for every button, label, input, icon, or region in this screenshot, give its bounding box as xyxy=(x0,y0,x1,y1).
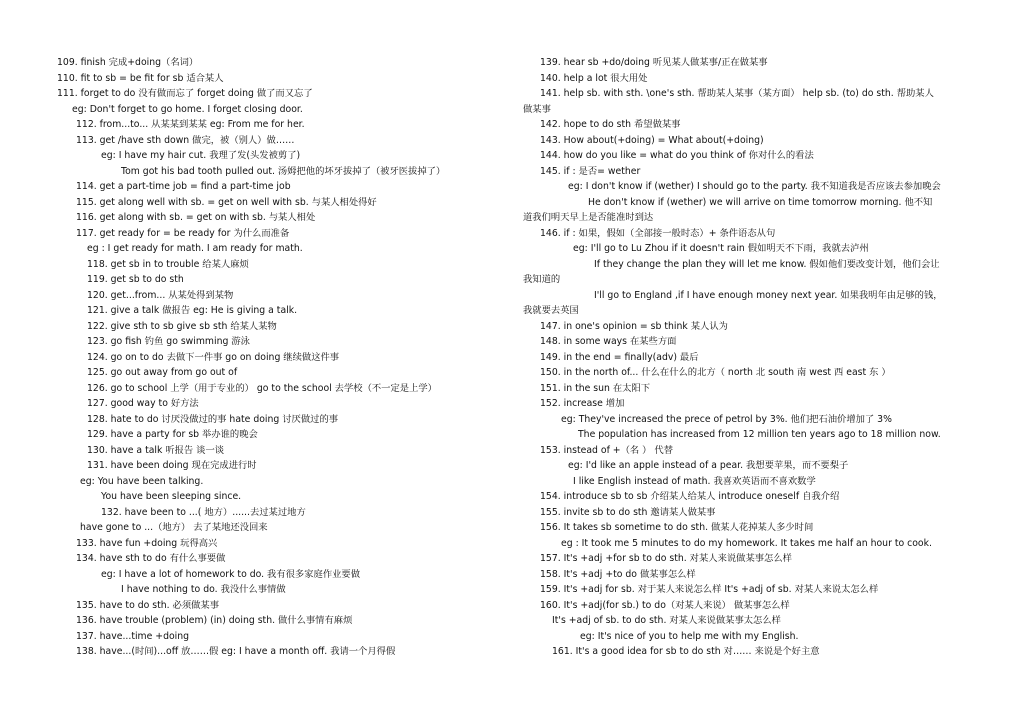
left-line: 134. have sth to do 有什么事要做 xyxy=(76,553,226,564)
right-line: 159. It's +adj for sb. 对于某人来说怎么样 It's +adj of sb. 对某人来说太怎么样 xyxy=(540,584,879,595)
right-line: eg: I don't know if (wether) I should go to the party. 我不知道我是否应该去参加晚会 xyxy=(568,181,941,192)
left-line: 114. get a part-time job = find a part-time job xyxy=(76,181,291,192)
right-line: It's +adj of sb. to do sth. 对某人来说做某事太怎么样 xyxy=(552,615,781,626)
left-line: 125. go out away from go out of xyxy=(87,367,238,378)
left-line: 109. finish 完成+doing（名词） xyxy=(57,57,199,68)
left-line: 130. have a talk 听报告 谈一谈 xyxy=(87,444,225,456)
left-line: 110. fit to sb = be fit for sb 适合某人 xyxy=(57,72,224,84)
right-line: 157. It's +adj +for sb to do sth. 对某人来说做某事怎么样 xyxy=(540,553,792,564)
left-line: eg: Don't forget to go home. I forget closing door. xyxy=(72,103,303,115)
left-line: 123. go fish 钓鱼 go swimming 游泳 xyxy=(87,336,250,347)
right-line: 140. help a lot 很大用处 xyxy=(540,72,648,84)
right-line: 154. introduce sb to sb 介绍某人给某人 introduce oneself 自我介绍 xyxy=(540,491,840,502)
right-line: 153. instead of +（名 ） 代替 xyxy=(540,444,673,456)
left-line: 135. have to do sth. 必须做某事 xyxy=(76,599,220,611)
right-line: 145. if : 是否= wether xyxy=(540,165,641,177)
right-line: The population has increased from 12 million ten years ago to 18 million now. xyxy=(578,429,941,440)
right-line: 141. help sb. with sth. \one's sth. 帮助某人某事（某方面） help sb. (to) do sth. 帮助某人 xyxy=(540,88,934,99)
left-line: 111. forget to do 没有做而忘了 forget doing 做了而又忘了 xyxy=(57,88,313,99)
right-line: I'll go to England ,if I have enough money next year. 如果我明年由足够的钱， xyxy=(594,289,943,301)
left-line: 137. have...time +doing xyxy=(76,630,190,642)
right-line: 150. in the north of... 什么在什么的北方（ north 北 south 南 west 西 east 东 ） xyxy=(540,367,891,378)
right-line: 道我们明天早上是否能准时到达 xyxy=(523,212,654,223)
left-line: Tom got his bad tooth pulled out. 汤姆把他的坏牙拔掉了（被牙医拔掉了） xyxy=(121,165,446,177)
left-line: 127. good way to 好方法 xyxy=(87,398,199,409)
right-column xyxy=(512,55,1024,660)
left-line: eg: I have a lot of homework to do. 我有很多家庭作业要做 xyxy=(101,568,361,580)
right-line: 158. It's +adj +to do 做某事怎么样 xyxy=(540,568,696,580)
left-line: eg: I have my hair cut. 我理了发(头发被剪了) xyxy=(101,150,301,161)
left-line: I have nothing to do. 我没什么事情做 xyxy=(121,584,286,595)
left-line: 117. get ready for = be ready for 为什么而准备 xyxy=(76,227,290,239)
left-line: eg: You have been talking. xyxy=(80,475,204,487)
right-line: 151. in the sun 在太阳下 xyxy=(540,382,651,394)
right-line: eg: I'd like an apple instead of a pear. 我想要苹果，而不要梨子 xyxy=(568,460,849,471)
right-line: eg: It's nice of you to help me with my English. xyxy=(580,630,799,642)
left-line: 132. have been to ...( 地方）......去过某过地方 xyxy=(101,506,306,518)
left-line: 121. give a talk 做报告 eg: He is giving a talk. xyxy=(87,305,298,316)
left-line: You have been sleeping since. xyxy=(101,491,242,502)
right-line: eg: They've increased the prece of petrol by 3%. 他们把石油价增加了 3% xyxy=(561,413,892,425)
right-line: 我就要去英国 xyxy=(523,305,579,316)
right-line: 156. It takes sb sometime to do sth. 做某人花掉某人多少时间 xyxy=(540,522,814,533)
left-line: 119. get sb to do sth xyxy=(87,274,184,285)
right-line: eg : It took me 5 minutes to do my homework. It takes me half an hour to cook. xyxy=(561,537,932,549)
left-line: 138. have...(时间)...off 放……假 eg: I have a month off. 我请一个月得假 xyxy=(76,646,396,657)
left-line: 128. hate to do 讨厌没做过的事 hate doing 讨厌做过的事 xyxy=(87,413,339,425)
left-line: 113. get /have sth down 做完，被（别人）做…… xyxy=(76,134,295,146)
left-line: 136. have trouble (problem) (in) doing sth. 做什么事情有麻烦 xyxy=(76,615,353,626)
left-line: 131. have been doing 现在完成进行时 xyxy=(87,460,257,471)
left-line: 129. have a party for sb 举办谁的晚会 xyxy=(87,429,258,440)
left-line: 124. go on to do 去做下一件事 go on doing 继续做这件事 xyxy=(87,351,340,363)
left-line: 115. get along well with sb. = get on well with sb. 与某人相处得好 xyxy=(76,196,377,208)
right-line: 149. in the end = finally(adv) 最后 xyxy=(540,351,699,363)
right-line: 139. hear sb +do/doing 听见某人做某事/正在做某事 xyxy=(540,57,768,68)
right-line: 148. in some ways 在某些方面 xyxy=(540,336,677,347)
right-line: eg: I'll go to Lu Zhou if it doesn't rain 假如明天不下雨，我就去泸州 xyxy=(573,243,869,254)
right-line: If they change the plan they will let me know. 假如他们要改变计划，他们会让 xyxy=(594,258,940,270)
left-line: 118. get sb in to trouble 给某人麻烦 xyxy=(87,258,249,270)
left-line: 122. give sth to sb give sb sth 给某人某物 xyxy=(87,320,277,332)
right-line: 142. hope to do sth 希望做某事 xyxy=(540,119,681,130)
left-line: 120. get...from... 从某处得到某物 xyxy=(87,289,234,301)
right-line: 我知道的 xyxy=(523,274,561,285)
right-line: 144. how do you like = what do you think of 你对什么的看法 xyxy=(540,150,814,161)
right-line: 143. How about(+doing) = What about(+doing) xyxy=(540,134,764,146)
left-line: 112. from...to... 从某某到某某 eg: From me for her. xyxy=(76,119,305,130)
right-line: 160. It's +adj(for sb.) to do（对某人来说） 做某事怎么样 xyxy=(540,599,790,611)
left-line: 133. have fun +doing 玩得高兴 xyxy=(76,537,218,549)
right-line: 161. It's a good idea for sb to do sth 对…… 来说是个好主意 xyxy=(552,646,820,657)
left-line: 116. get along with sb. = get on with sb. 与某人相处 xyxy=(76,212,316,223)
right-line: 146. if : 如果，假如（全部接一般时态）+ 条件语态从句 xyxy=(540,227,776,239)
right-line: 152. increase 增加 xyxy=(540,398,625,409)
left-line: have gone to ...（地方） 去了某地还没回来 xyxy=(80,522,268,533)
left-column xyxy=(0,55,512,660)
right-line: He don't know if (wether) we will arrive on time tomorrow morning. 他不知 xyxy=(588,196,933,208)
left-line: eg : I get ready for math. I am ready for math. xyxy=(87,243,303,254)
right-line: I like English instead of math. 我喜欢英语而不喜欢数学 xyxy=(573,475,816,487)
right-line: 147. in one's opinion = sb think 某人认为 xyxy=(540,320,728,332)
right-line: 155. invite sb to do sth 邀请某人做某事 xyxy=(540,506,716,518)
left-line: 126. go to school 上学（用于专业的） go to the school 去学校（不一定是上学） xyxy=(87,382,437,394)
right-line: 做某事 xyxy=(523,103,551,115)
